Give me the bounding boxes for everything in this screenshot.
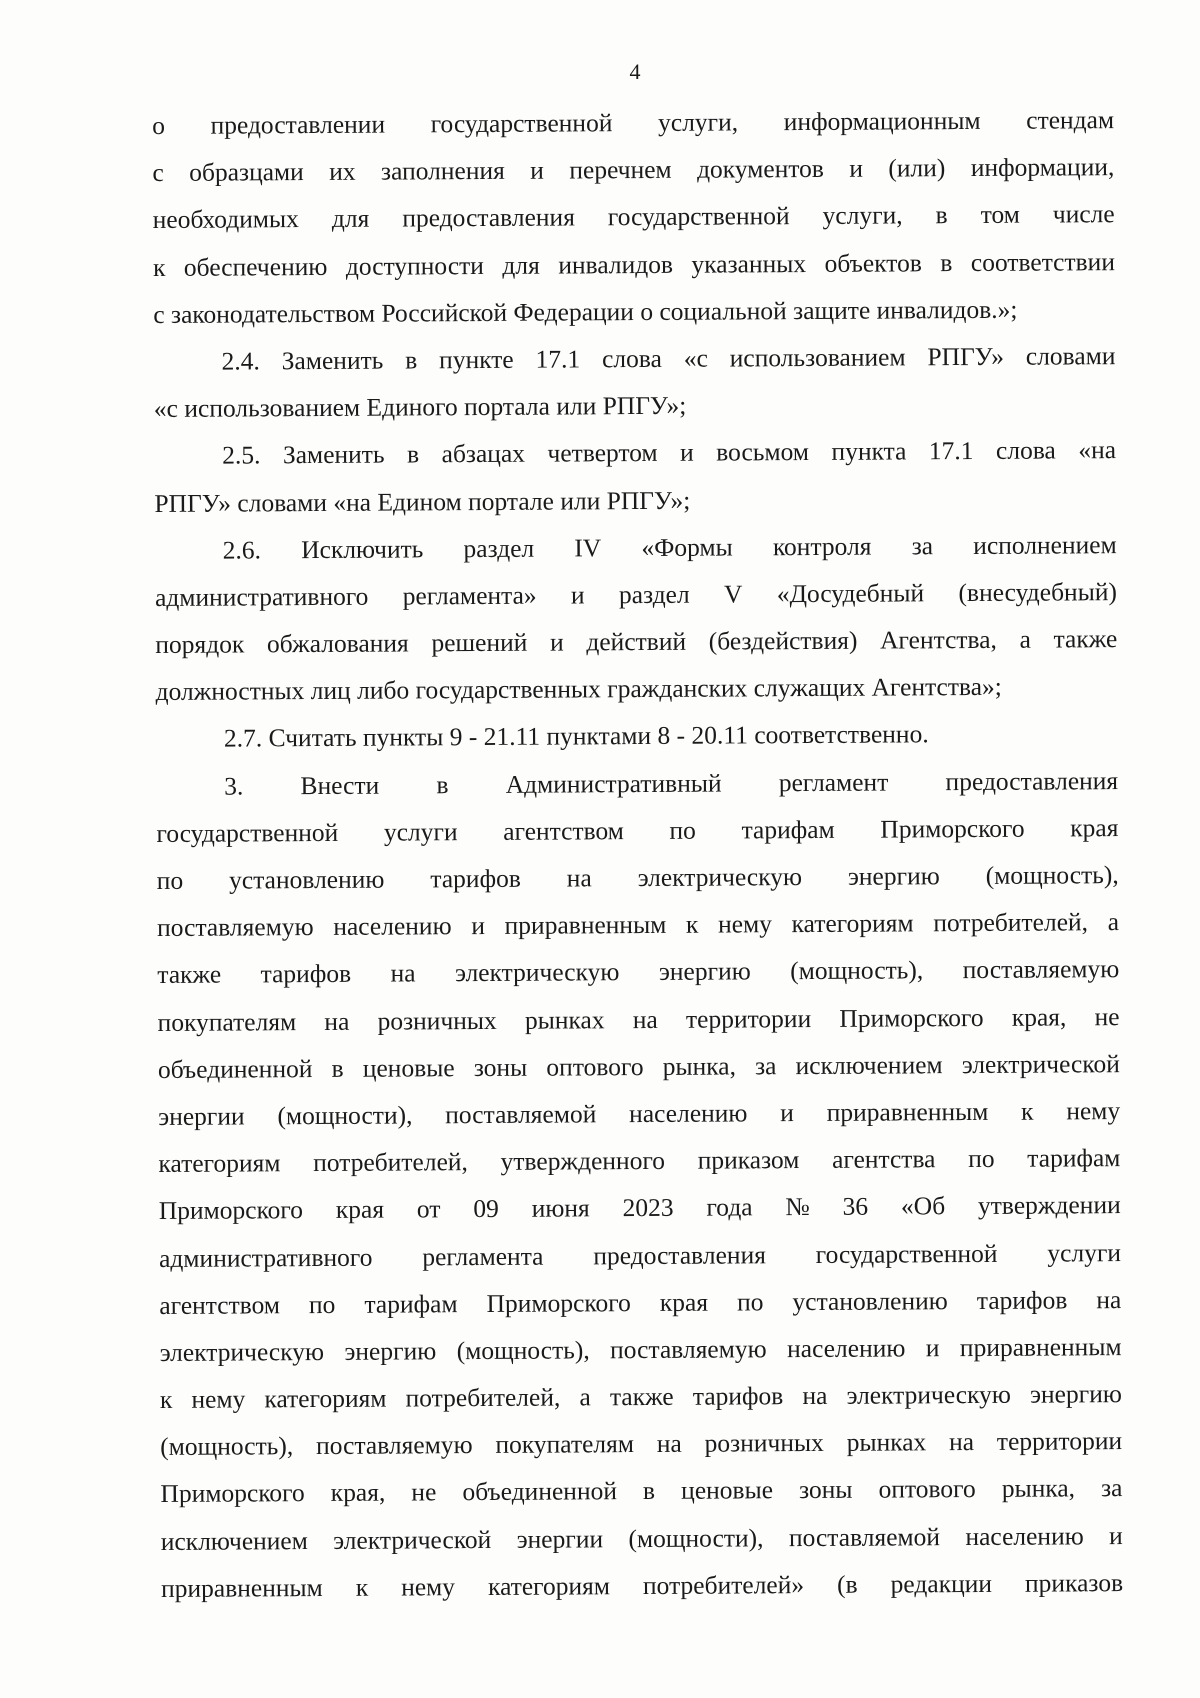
text-line: административного регламента предоставления государственной услуги [158, 1237, 1122, 1273]
text-line: 3. Внести в Административный регламент предоставления [224, 765, 1119, 801]
text-line: Приморского края от 09 июня 2023 года № 36 «Об утверждении [158, 1190, 1121, 1226]
text-line: исключением электрической энергии (мощности), поставляемой населению и [160, 1520, 1123, 1556]
text-line: (мощность), поставляемую покупателям на розничных рынках на территории [160, 1426, 1123, 1462]
text-line: должностных лиц либо государственных гражданских служащих Агентства»; [155, 672, 1002, 707]
text-line: порядок обжалования решений и действий (бездействия) Агентства, а также [155, 624, 1118, 660]
text-line: энергии (мощности), поставляемой населению и приравненным к нему [158, 1096, 1121, 1131]
text-line: 2.5. Заменить в абзацах четвертом и восьмом пункта 17.1 слова «на [222, 435, 1117, 470]
text-line: с законодательством Российской Федерации о социальной защите инвалидов.»; [153, 294, 1018, 329]
text-line: РПГУ» словами «на Едином портале или РПГУ»; [154, 485, 691, 518]
text-line: приравненным к нему категориям потребителей» (в редакции приказов [160, 1567, 1124, 1603]
text-line: необходимых для предоставления государственной услуги, в том числе [152, 199, 1115, 235]
text-line: административного регламента» и раздел V «Досудебный (внесудебный) [154, 576, 1118, 612]
text-line: также тарифов на электрическую энергию (мощность), поставляемую [157, 954, 1120, 990]
text-line: Приморского края, не объединенной в ценовые зоны оптового рынка, за [160, 1473, 1123, 1509]
text-line: 2.4. Заменить в пункте 17.1 слова «с использованием РПГУ» словами [221, 341, 1116, 376]
text-line: по установлению тарифов на электрическую энергию (мощность), [156, 860, 1119, 895]
text-line: о предоставлении государственной услуги, информационным стендам [152, 105, 1115, 140]
document-body [152, 96, 1123, 1612]
text-line: 2.6. Исключить раздел IV «Формы контроля за исполнением [222, 529, 1117, 565]
page-number: 4 [629, 59, 641, 84]
text-line: 2.7. Считать пункты 9 - 21.11 пунктами 8 - 20.11 соответственно. [223, 719, 929, 754]
text-line: электрическую энергию (мощность), поставляемую населению и приравненным [159, 1331, 1122, 1367]
text-line: поставляемую населению и приравненным к нему категориям потребителей, а [156, 907, 1120, 943]
text-line: к обеспечению доступности для инвалидов указанных объектов в соответствии [152, 246, 1116, 282]
text-line: с образцами их заполнения и перечнем документов и (или) информации, [152, 152, 1115, 188]
text-line: государственной услуги агентством по тарифам Приморского края [156, 812, 1119, 848]
text-line: категориям потребителей, утвержденного приказом агентства по тарифам [158, 1143, 1121, 1179]
text-line: объединенной в ценовые зоны оптового рынка, за исключением электрической [157, 1048, 1120, 1084]
text-line: «с использованием Единого портала или РПГУ»; [153, 390, 687, 424]
text-line: покупателям на розничных рынках на территории Приморского края, не [157, 1001, 1120, 1037]
text-line: агентством по тарифам Приморского края по установлению тарифов на [159, 1284, 1122, 1320]
text-line: к нему категориям потребителей, а также тарифов на электрическую энергию [159, 1379, 1122, 1415]
